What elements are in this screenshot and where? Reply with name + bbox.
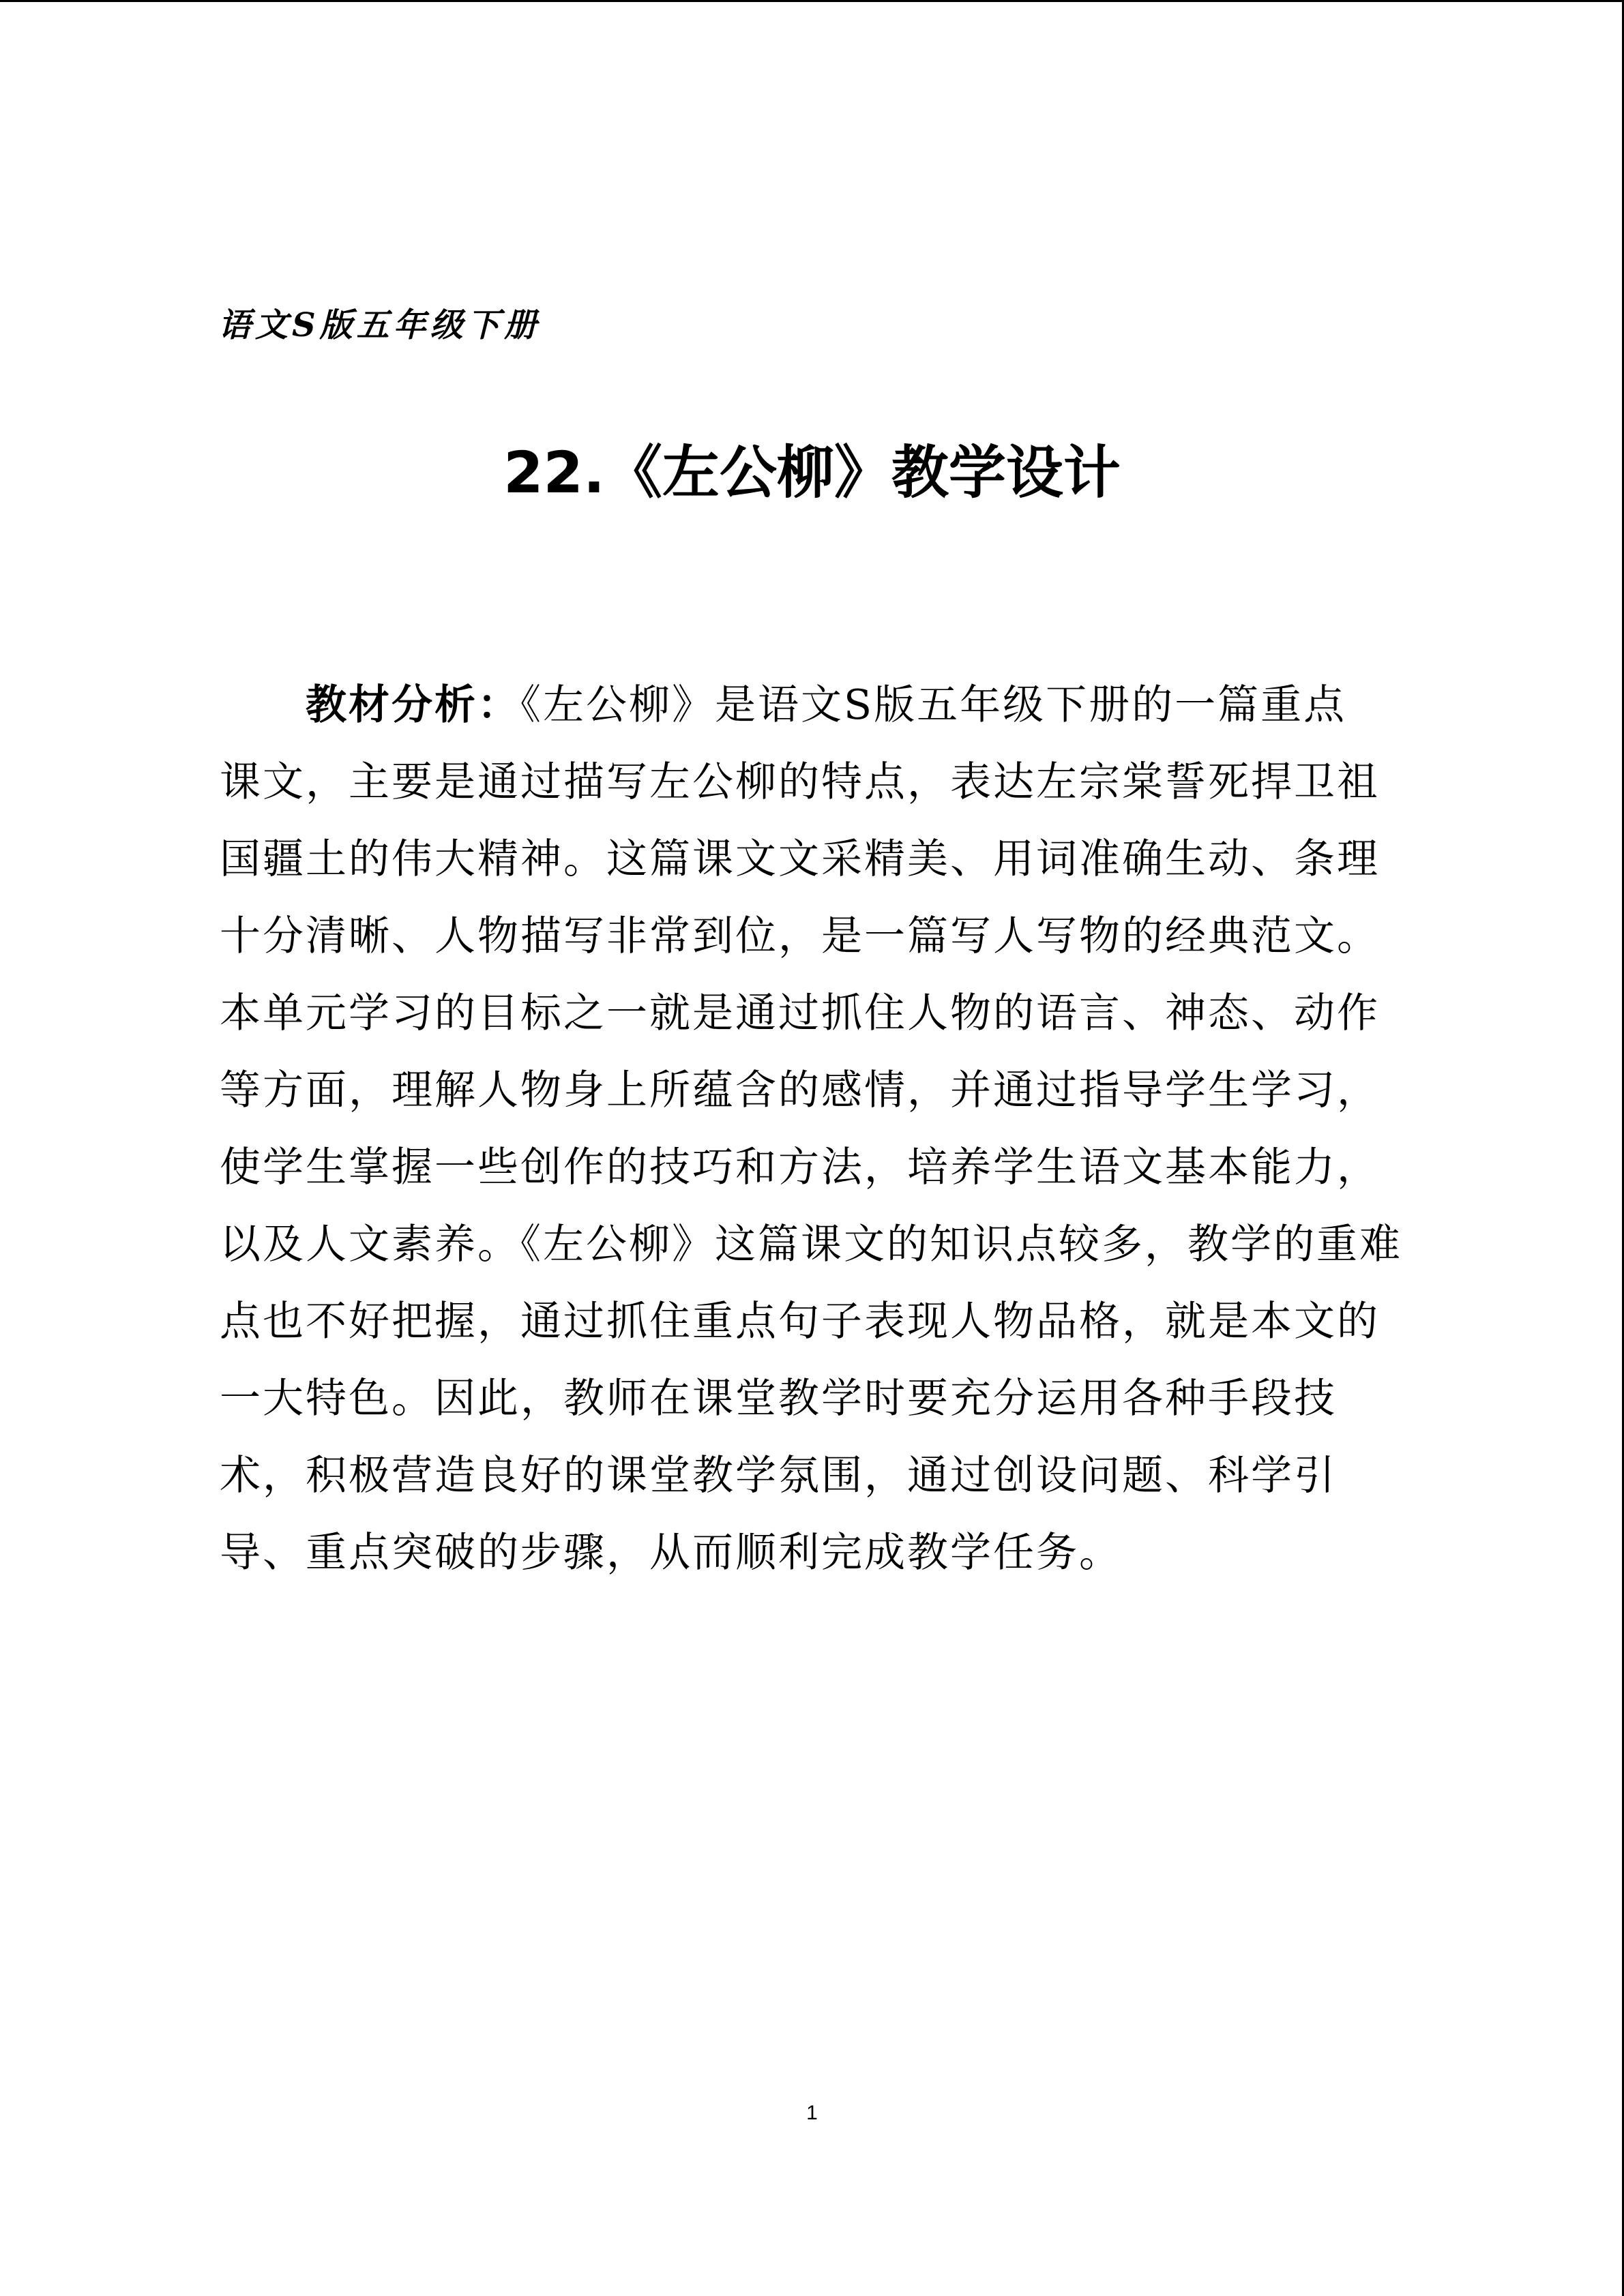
paragraph-line [220,667,1434,744]
page-number: 1 [806,2102,818,2124]
analysis-paragraph [220,667,1434,1592]
paragraph-line: 点也不好把握，通过抓住重点句子表现人物品格，就是本文的 [220,1298,1380,1345]
header-label: 语文S版五年级下册 [218,306,541,344]
paragraph-line: 课文，主要是通过描写左公柳的特点，表达左宗棠誓死捍卫祖 [220,758,1380,806]
paragraph-line: 导、重点突破的步骤，从而顺利完成教学任务。 [220,1529,1122,1577]
document-title: 22.《左公柳》教学设计 [503,439,1121,506]
paragraph-line: 术，积极营造良好的课堂教学氛围，通过创设问题、科学引 [220,1452,1337,1500]
top-border-rule [0,0,1624,2]
paragraph-line-text: 《左公柳》是语文S版五年级下册的一篇重点 [520,681,1347,729]
analysis-lead-label: 教材分析： [306,681,520,729]
paragraph-line: 一大特色。因此，教师在课堂教学时要充分运用各种手段技 [220,1375,1337,1422]
paragraph-line: 本单元学习的目标之一就是通过抓住人物的语言、神态、动作 [220,989,1380,1037]
paragraph-line: 以及人文素养。《左公柳》这篇课文的知识点较多，教学的重难 [220,1221,1402,1268]
paragraph-line: 国疆土的伟大精神。这篇课文文采精美、用词准确生动、条理 [220,835,1380,883]
paragraph-line: 使学生掌握一些创作的技巧和方法，培养学生语文基本能力， [220,1144,1380,1191]
paragraph-line: 等方面，理解人物身上所蕴含的感情，并通过指导学生学习， [220,1067,1380,1114]
paragraph-line: 十分清晰、人物描写非常到位，是一篇写人写物的经典范文。 [220,912,1380,960]
